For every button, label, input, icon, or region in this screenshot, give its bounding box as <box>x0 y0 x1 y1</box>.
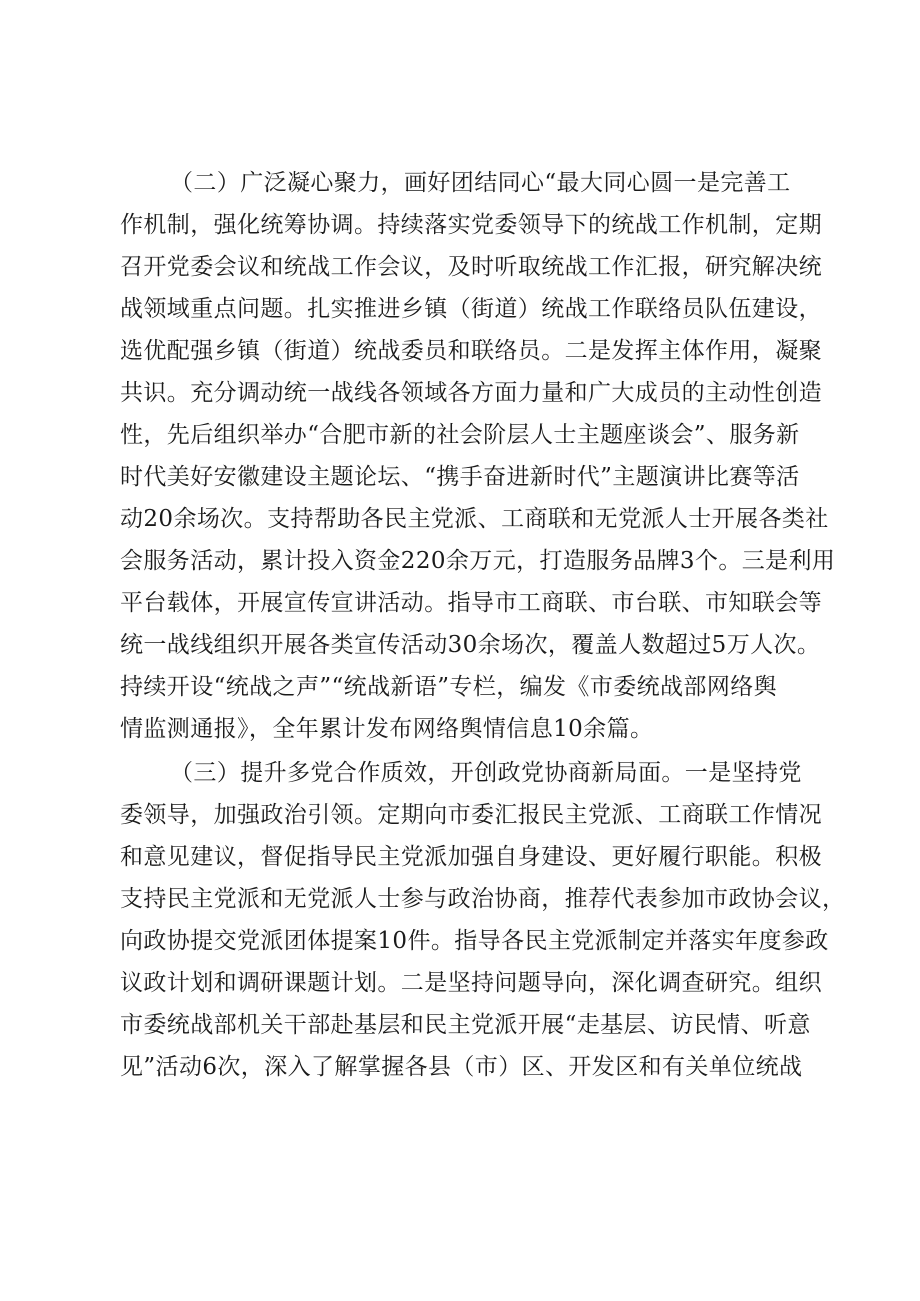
paragraph-2-line-2: 委领导，加强政治引领。定期向市委汇报民主党派、工商联工作情况 <box>120 802 822 828</box>
paragraph-2-line-3: 和意见建议，督促指导民主党派加强自身建设、更好履行职能。积极 <box>120 844 822 870</box>
paragraph-1-line-14: 情监测通报》，全年累计发布网络舆情信息10余篇。 <box>120 716 654 742</box>
paragraph-2-line-5: 向政协提交党派团体提案10件。指导各民主党派制定并落实年度参政 <box>120 928 829 954</box>
paragraph-1-line-13: 持续开设“统战之声”“统战新语”专栏，编发《市委统战部网络舆 <box>120 674 778 700</box>
paragraph-2-line-8: 见”活动6次，深入了解掌握各县（市）区、开发区和有关单位统战 <box>120 1054 803 1080</box>
paragraph-1-line-5: 选优配强乡镇（街道）统战委员和联络员。二是发挥主体作用，凝聚 <box>120 338 822 364</box>
paragraph-1-line-1: （二）广泛凝心聚力，画好团结同心“最大同心圆一是完善工 <box>170 170 791 196</box>
paragraph-1-line-3: 召开党委会议和统战工作会议，及时听取统战工作汇报，研究解决统 <box>120 254 822 280</box>
paragraph-2-line-6: 议政计划和调研课题计划。二是坚持问题导向，深化调查研究。组织 <box>120 970 822 996</box>
paragraph-2-line-7: 市委统战部机关干部赴基层和民主党派开展“走基层、访民情、听意 <box>120 1012 811 1038</box>
paragraph-1-line-11: 平台载体，开展宣传宣讲活动。指导市工商联、市台联、市知联会等 <box>120 590 822 616</box>
paragraph-2-line-1: （三）提升多党合作质效，开创政党协商新局面。一是坚持党 <box>170 760 802 786</box>
paragraph-1-line-12: 统一战线组织开展各类宣传活动30余场次，覆盖人数超过5万人次。 <box>120 632 821 658</box>
paragraph-2-line-4: 支持民主党派和无党派人士参与政治协商，推荐代表参加市政协会议， <box>120 886 846 912</box>
paragraph-1-line-10: 会服务活动，累计投入资金220余万元，打造服务品牌3个。三是利用 <box>120 548 836 574</box>
paragraph-1-line-4: 战领域重点问题。扎实推进乡镇（街道）统战工作联络员队伍建设， <box>120 296 822 322</box>
paragraph-1-line-2: 作机制，强化统筹协调。持续落实党委领导下的统战工作机制，定期 <box>120 212 822 238</box>
paragraph-1-line-9: 动20余场次。支持帮助各民主党派、工商联和无党派人士开展各类社 <box>120 506 829 532</box>
paragraph-1-line-8: 时代美好安徽建设主题论坛、“携手奋进新时代”主题演讲比赛等活 <box>120 464 800 490</box>
paragraph-1-line-7: 性，先后组织举办“合肥市新的社会阶层人士主题座谈会”、服务新 <box>120 422 800 448</box>
paragraph-1-line-6: 共识。充分调动统一战线各领域各方面力量和广大成员的主动性创造 <box>120 380 822 406</box>
